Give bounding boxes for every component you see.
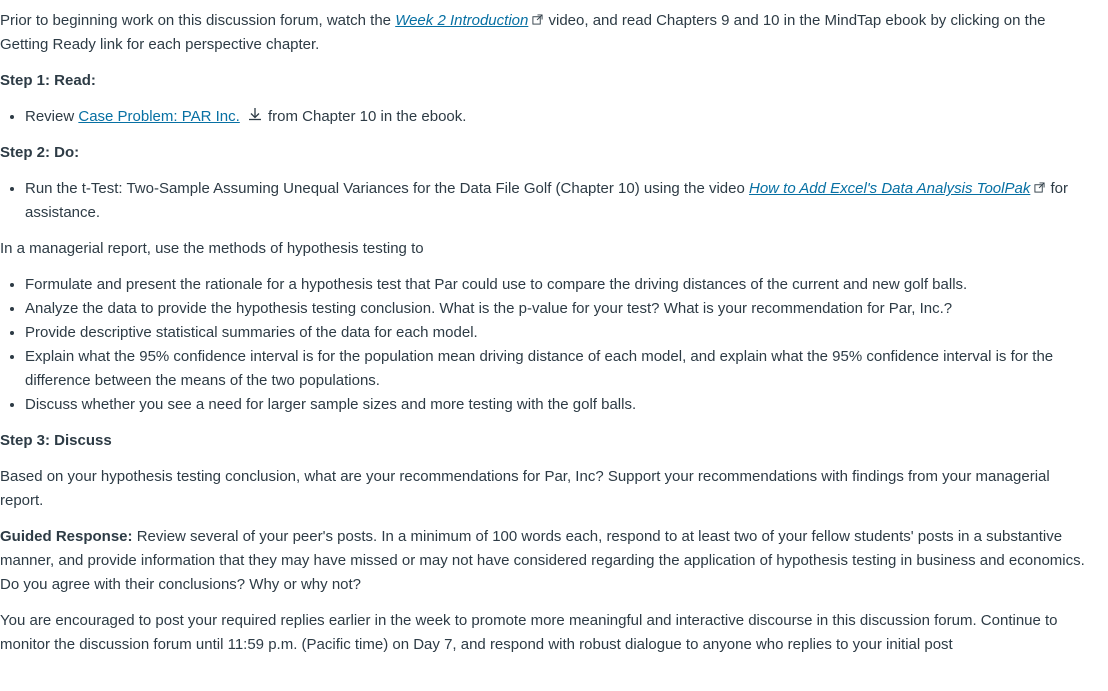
step1-list	[0, 105, 1096, 129]
case-problem-link[interactable]: Case Problem: PAR Inc.	[78, 108, 240, 126]
step1-item-text-start: Review	[25, 108, 79, 126]
list-item: • Discuss whether you see a need for larger sample sizes and more testing with the golf balls.	[25, 393, 1096, 417]
guided-response-paragraph	[0, 525, 1096, 597]
list-item	[25, 177, 1096, 225]
list-item	[25, 105, 1096, 129]
guided-response-label: Guided Response:	[0, 528, 133, 546]
step2-heading: Step 2: Do:	[0, 144, 80, 162]
external-link-icon	[1034, 177, 1045, 201]
step2-item-text-start: Run the t-Test: Two-Sample Assuming Unequal Variances for the Data File Golf (Chapter 10) using the video	[25, 180, 749, 198]
step1-item-text-end: from Chapter 10 in the ebook.	[263, 108, 467, 126]
download-icon[interactable]	[248, 105, 262, 129]
guided-response-body: Review several of your peer's posts. In a minimum of 100 words each, respond to at least two of your fellow students' posts in a substantive manner, and provide information that they may have missed or may not have considered regarding the application of hypothesis testing in business and economics. Do you agree with their conclusions? Why or why not?	[0, 528, 1085, 594]
list-item: • Analyze the data to provide the hypothesis testing conclusion. What is the p-value for your test? What is your recommendation for Par, Inc.?	[25, 297, 1096, 321]
report-list	[0, 273, 1096, 417]
list-item: • Formulate and present the rationale for a hypothesis test that Par could use to compare the driving distances of the current and new golf balls.	[25, 273, 1096, 297]
list-item: • Explain what the 95% confidence interval is for the population mean driving distance of each model, and explain what the 95% confidence interval is for the difference between the means of the two populations.	[25, 345, 1096, 393]
report-lead: In a managerial report, use the methods of hypothesis testing to	[0, 240, 424, 258]
step3-body: Based on your hypothesis testing conclusion, what are your recommendations for Par, Inc? Support your recommendations with findings from your managerial report.	[0, 468, 1050, 510]
external-link-icon	[532, 9, 543, 33]
list-item: • Provide descriptive statistical summaries of the data for each model.	[25, 321, 1096, 345]
intro-text-start: Prior to beginning work on this discussion forum, watch the	[0, 12, 396, 29]
week2-intro-link[interactable]: Week 2 Introduction	[395, 12, 529, 29]
step2-list	[0, 177, 1096, 225]
excel-toolpak-link[interactable]: How to Add Excel's Data Analysis ToolPak	[748, 180, 1031, 198]
intro-paragraph	[0, 9, 1096, 57]
step2-item-text-end: for assistance.	[25, 180, 1069, 222]
closing-paragraph: You are encouraged to post your required replies earlier in the week to promote more meaningful and interactive discourse in this discussion forum. Continue to monitor the discussion forum until 11:59 p.m. (Pacific time) on Day 7, and respond with robust dialogue to anyone who replies to your initial post	[0, 612, 1058, 654]
step1-heading: Step 1: Read:	[0, 72, 96, 90]
intro-text-end: video, and read Chapters 9 and 10 in the MindTap ebook by clicking on the Getting Ready link for each perspective chapter.	[0, 12, 1046, 54]
step3-heading: Step 3: Discuss	[0, 432, 112, 450]
